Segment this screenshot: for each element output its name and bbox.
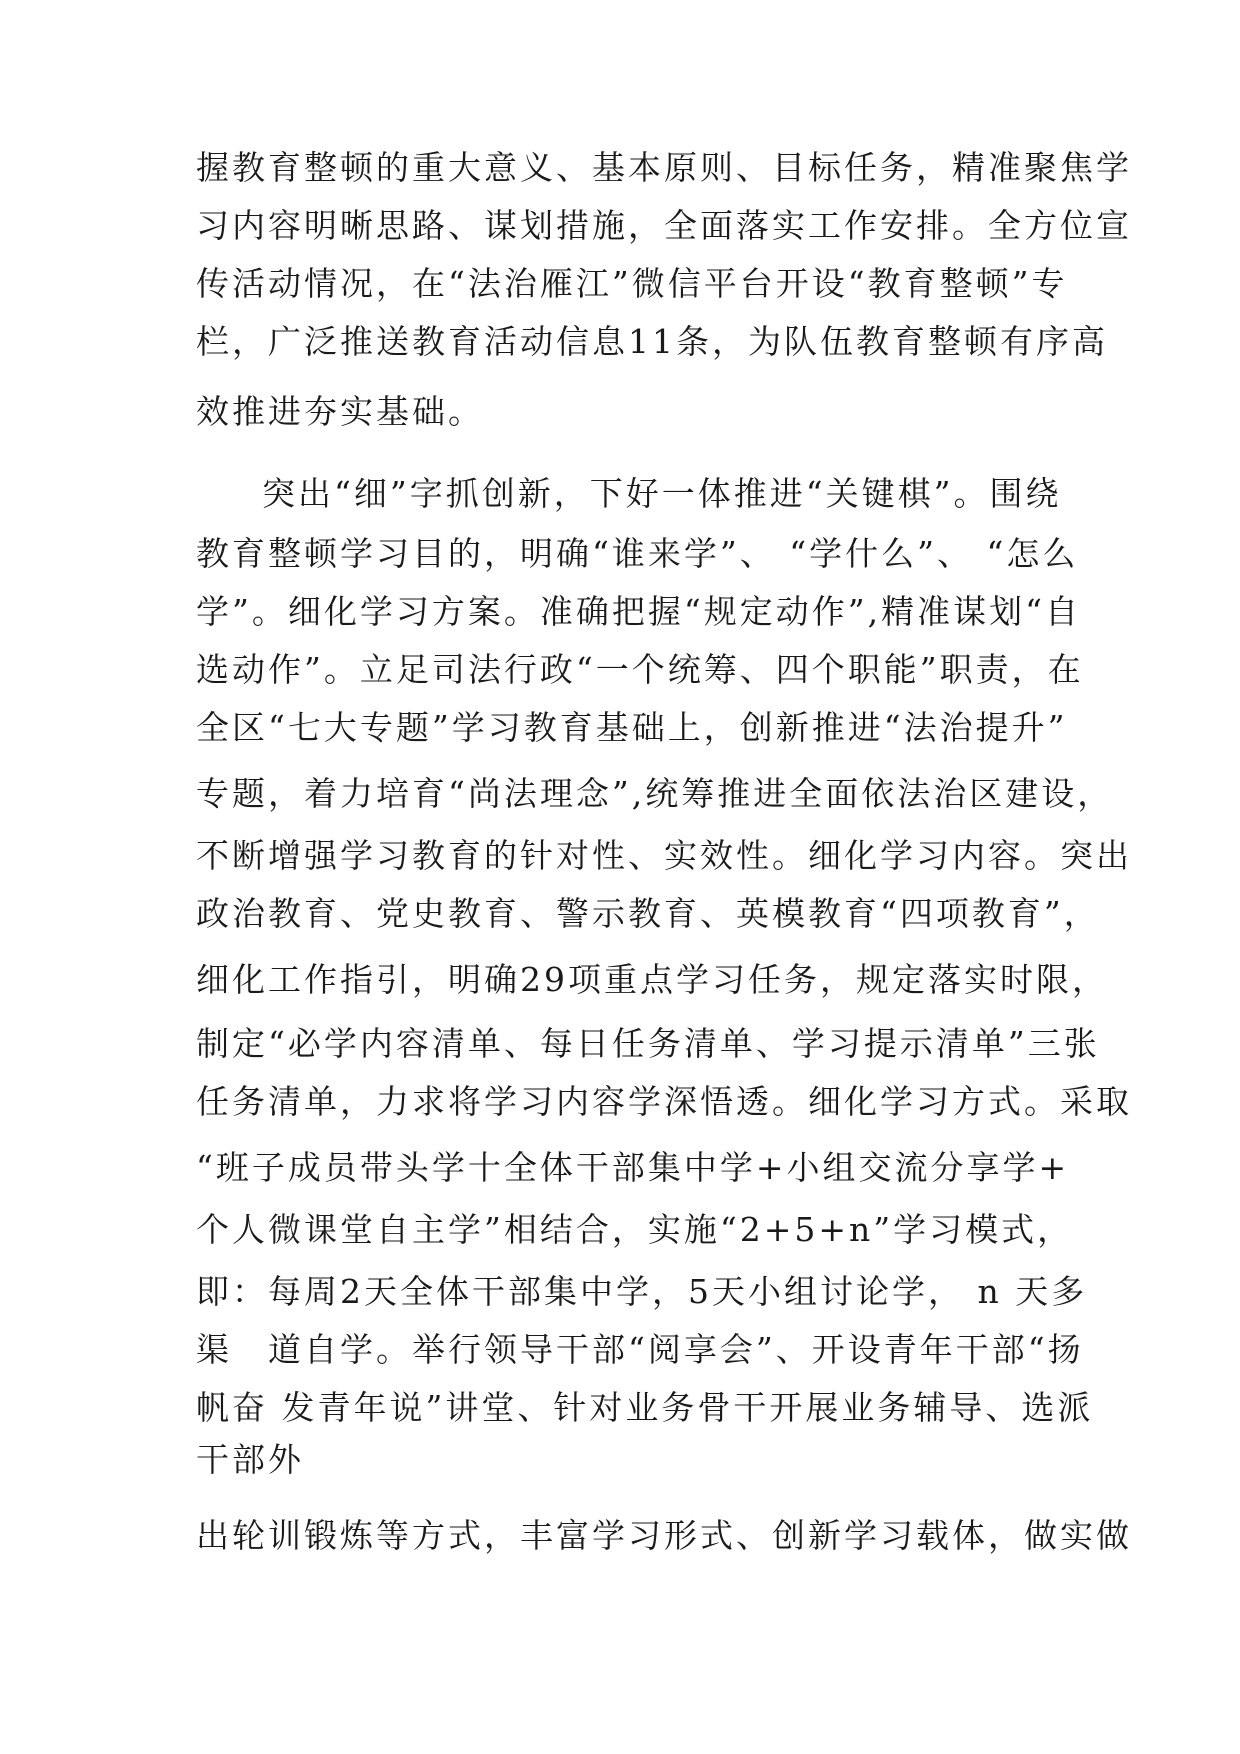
text-line: 个人微课堂自主学”相结合，实施“2+5+n”学习模式， [196, 1210, 1074, 1249]
text-line: 传活动情况，在“法治雁江”微信平台开设“教育整顿”专 [196, 264, 1068, 303]
text-line: 握教育整顿的重大意义、基本原则、目标任务，精准聚焦学 [196, 148, 1132, 187]
text-line: 出轮训锻炼等方式，丰富学习形式、创新学习载体，做实做 [196, 1516, 1132, 1555]
text-line: 任务清单，力求将学习内容学深悟透。细化学习方式。采取 [196, 1082, 1132, 1121]
text-line: “班子成员带头学十全体干部集中学+小组交流分享学+ [196, 1148, 1070, 1187]
text-line: 专题，着力培育“尚法理念”,统筹推进全面依法治区建设， [196, 774, 1114, 813]
text-line: 效推进夯实基础。 [196, 392, 484, 431]
text-line: 选动作”。立足司法行政“一个统筹、四个职能”职责，在 [196, 650, 1084, 689]
text-line: 学”。细化学习方案。准确把握“规定动作”,精准谋划“自 [196, 592, 1081, 631]
text-line: 栏，广泛推送教育活动信息11条，为队伍教育整顿有序高 [196, 322, 1108, 361]
text-line: 政治教育、党史教育、警示教育、英模教育“四项教育”， [196, 894, 1100, 933]
text-line: 制定“必学内容清单、每日任务清单、学习提示清单”三张 [196, 1024, 1100, 1063]
text-line: 干部外 [196, 1440, 304, 1479]
text-line: 细化工作指引，明确29项重点学习任务，规定落实时限， [196, 960, 1108, 999]
text-line: 帆奋 发青年说”讲堂、针对业务骨干开展业务辅导、选派 [196, 1388, 1094, 1427]
text-line: 全区“七大专题”学习教育基础上，创新推进“法治提升” [196, 708, 1068, 747]
text-line: 渠 道自学。举行领导干部“阅享会”、开设青年干部“扬 [196, 1330, 1084, 1369]
text-line: 教育整顿学习目的，明确“谁来学”、 “学什么”、 “怎么 [196, 534, 1079, 573]
text-line: 即：每周2天全体干部集中学，5天小组讨论学， n 天多 [196, 1272, 1088, 1311]
text-line: 不断增强学习教育的针对性、实效性。细化学习内容。突出 [196, 836, 1132, 875]
text-line: 习内容明晰思路、谋划措施，全面落实工作安排。全方位宣 [196, 206, 1132, 245]
paragraph-first-line: 突出“细”字抓创新，下好一体推进“关键棋”。围绕 [262, 474, 1062, 513]
